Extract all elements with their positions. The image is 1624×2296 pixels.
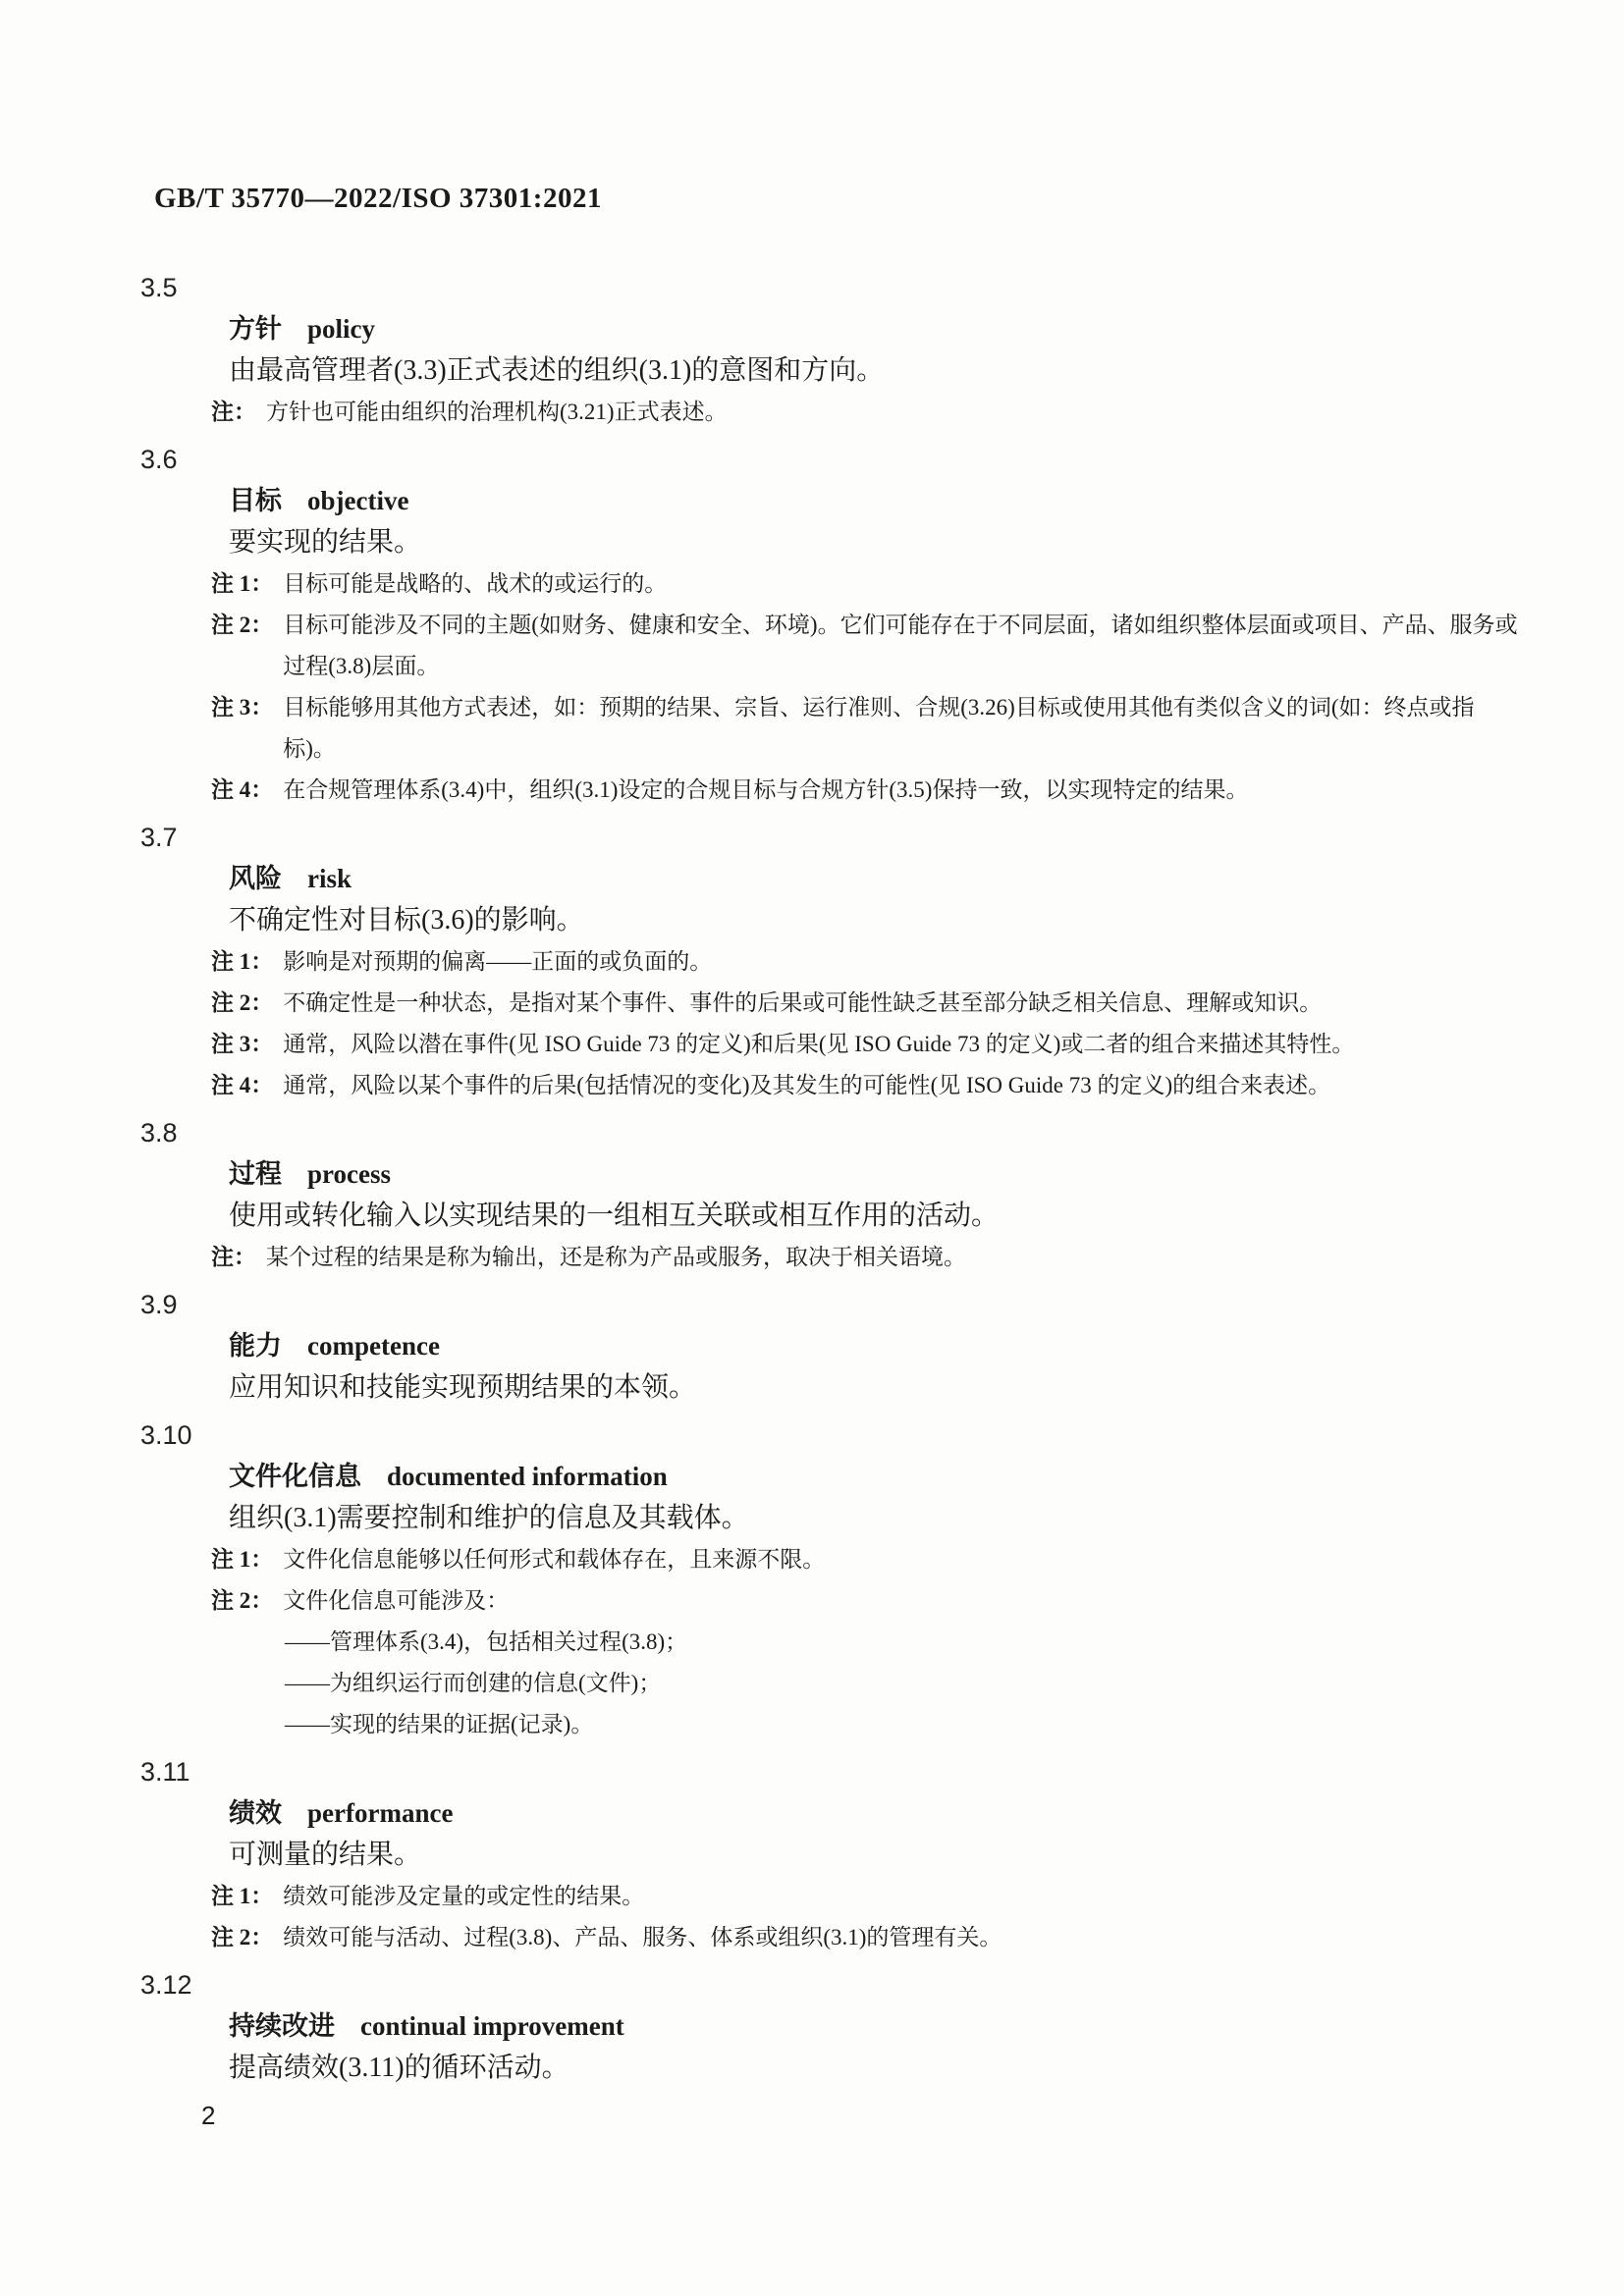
note-label: 注 3： (211, 1032, 274, 1056)
term-title-en: policy (307, 314, 376, 344)
note-text: 绩效可能涉及定量的或定性的结果。 (283, 1884, 645, 1908)
term-title-zh: 文件化信息 (229, 1462, 361, 1491)
note-text: 目标可能涉及不同的主题(如财务、健康和安全、环境)。它们可能存在于不同层面，诸如组织整体层面或项目、产品、服务或过程(3.8)层面。 (283, 613, 1518, 678)
term-title-zh: 过程 (229, 1159, 282, 1189)
note-text: 影响是对预期的偏离——正面的或负面的。 (283, 949, 713, 974)
term-entry-3-11 (140, 1751, 1521, 1958)
note-text: 文件化信息可能涉及： (283, 1588, 510, 1613)
term-title-en: documented information (387, 1462, 668, 1491)
term-title (140, 480, 1521, 521)
term-title-zh: 方针 (229, 314, 282, 344)
term-entry-3-6 (140, 439, 1521, 811)
term-note (140, 1580, 1521, 1622)
term-number: 3.10 (140, 1420, 192, 1450)
term-entry-3-8 (140, 1112, 1521, 1278)
note-list-item: ——管理体系(3.4)，包括相关过程(3.8)； (285, 1629, 688, 1654)
note-text: 目标能够用其他方式表述，如：预期的结果、宗旨、运行准则、合规(3.26)目标或使用其他有类似含义的词(如：终点或指标)。 (283, 695, 1475, 761)
note-label: 注 4： (211, 1073, 274, 1097)
term-number: 3.9 (140, 1290, 178, 1319)
term-definition: 组织(3.1)需要控制和维护的信息及其载体。 (229, 1503, 749, 1533)
term-title-en: performance (307, 1798, 454, 1828)
term-title-zh: 目标 (229, 486, 282, 515)
note-label: 注： (211, 1245, 256, 1269)
term-title-en: competence (307, 1331, 440, 1361)
term-note (140, 1539, 1521, 1580)
note-text: 方针也可能由组织的治理机构(3.21)正式表述。 (266, 400, 728, 424)
term-definition: 可测量的结果。 (229, 1840, 422, 1870)
note-label: 注： (211, 400, 256, 424)
term-note (140, 1237, 1521, 1278)
term-entry-3-5 (140, 267, 1521, 433)
term-definition: 由最高管理者(3.3)正式表述的组织(3.1)的意图和方向。 (229, 355, 885, 386)
term-title (140, 2005, 1521, 2047)
term-title-zh: 持续改进 (229, 2011, 335, 2041)
term-title-en: objective (307, 486, 409, 515)
term-number: 3.6 (140, 445, 178, 474)
term-definition: 提高绩效(3.11)的循环活动。 (229, 2053, 569, 2083)
term-title-en: continual improvement (360, 2011, 624, 2041)
note-list-item: ——实现的结果的证据(记录)。 (285, 1712, 594, 1736)
term-entry-3-9 (140, 1284, 1521, 1409)
term-note (140, 563, 1521, 605)
term-number: 3.7 (140, 823, 178, 852)
document-header: GB/T 35770—2022/ISO 37301:2021 (154, 183, 602, 214)
term-title-zh: 风险 (229, 864, 282, 893)
term-title (140, 1792, 1521, 1834)
term-note (140, 392, 1521, 433)
term-number: 3.11 (140, 1757, 190, 1787)
note-label: 注 1： (211, 949, 274, 974)
term-title (140, 858, 1521, 899)
note-text: 绩效可能与活动、过程(3.8)、产品、服务、体系或组织(3.1)的管理有关。 (283, 1925, 1002, 1949)
term-title (140, 1325, 1521, 1366)
note-label: 注 2： (211, 990, 274, 1015)
note-label: 注 1： (211, 571, 274, 596)
note-text: 某个过程的结果是称为输出，还是称为产品或服务，取决于相关语境。 (266, 1245, 966, 1269)
note-text: 文件化信息能够以任何形式和载体存在，且来源不限。 (283, 1547, 826, 1572)
term-note (140, 1065, 1521, 1106)
term-entry-3-10 (140, 1415, 1521, 1745)
note-text: 在合规管理体系(3.4)中，组织(3.1)设定的合规目标与合规方针(3.5)保持一致，以实现特定的结果。 (283, 777, 1249, 802)
note-label: 注 1： (211, 1884, 274, 1908)
term-definition: 要实现的结果。 (229, 527, 422, 558)
term-number: 3.5 (140, 273, 178, 302)
term-title-en: process (307, 1159, 391, 1189)
terms-section (140, 261, 1521, 2089)
term-note (140, 983, 1521, 1024)
term-definition: 不确定性对目标(3.6)的影响。 (229, 905, 584, 935)
term-number: 3.8 (140, 1118, 178, 1148)
note-text: 通常，风险以某个事件的后果(包括情况的变化)及其发生的可能性(见 ISO Guide 73 的定义)的组合来表述。 (283, 1073, 1331, 1097)
term-note (140, 1917, 1521, 1958)
term-title-zh: 能力 (229, 1331, 282, 1361)
note-label: 注 1： (211, 1547, 274, 1572)
term-note (140, 605, 1521, 687)
note-label: 注 2： (211, 1588, 274, 1613)
page-number: 2 (201, 2101, 216, 2130)
term-note (140, 770, 1521, 811)
term-entry-3-7 (140, 817, 1521, 1106)
term-title (140, 308, 1521, 349)
note-text: 通常，风险以潜在事件(见 ISO Guide 73 的定义)和后果(见 ISO Guide 73 的定义)或二者的组合来描述其特性。 (283, 1032, 1355, 1056)
note-list-item: ——为组织运行而创建的信息(文件)； (285, 1671, 662, 1695)
note-text: 目标可能是战略的、战术的或运行的。 (283, 571, 668, 596)
term-entry-3-12 (140, 1964, 1521, 2089)
term-title-en: risk (307, 864, 352, 893)
note-label: 注 2： (211, 1925, 274, 1949)
term-title (140, 1153, 1521, 1195)
note-label: 注 3： (211, 695, 274, 720)
term-definition: 应用知识和技能实现预期结果的本领。 (229, 1372, 697, 1403)
term-definition: 使用或转化输入以实现结果的一组相互关联或相互作用的活动。 (229, 1201, 1000, 1231)
note-label: 注 4： (211, 777, 274, 802)
term-note (140, 1876, 1521, 1917)
note-text: 不确定性是一种状态，是指对某个事件、事件的后果或可能性缺乏甚至部分缺乏相关信息、理解或知识。 (283, 990, 1323, 1015)
term-note (140, 687, 1521, 770)
term-number: 3.12 (140, 1970, 192, 2000)
term-title (140, 1456, 1521, 1497)
term-note (140, 1024, 1521, 1065)
note-label: 注 2： (211, 613, 274, 637)
term-note (140, 941, 1521, 983)
term-title-zh: 绩效 (229, 1798, 282, 1828)
